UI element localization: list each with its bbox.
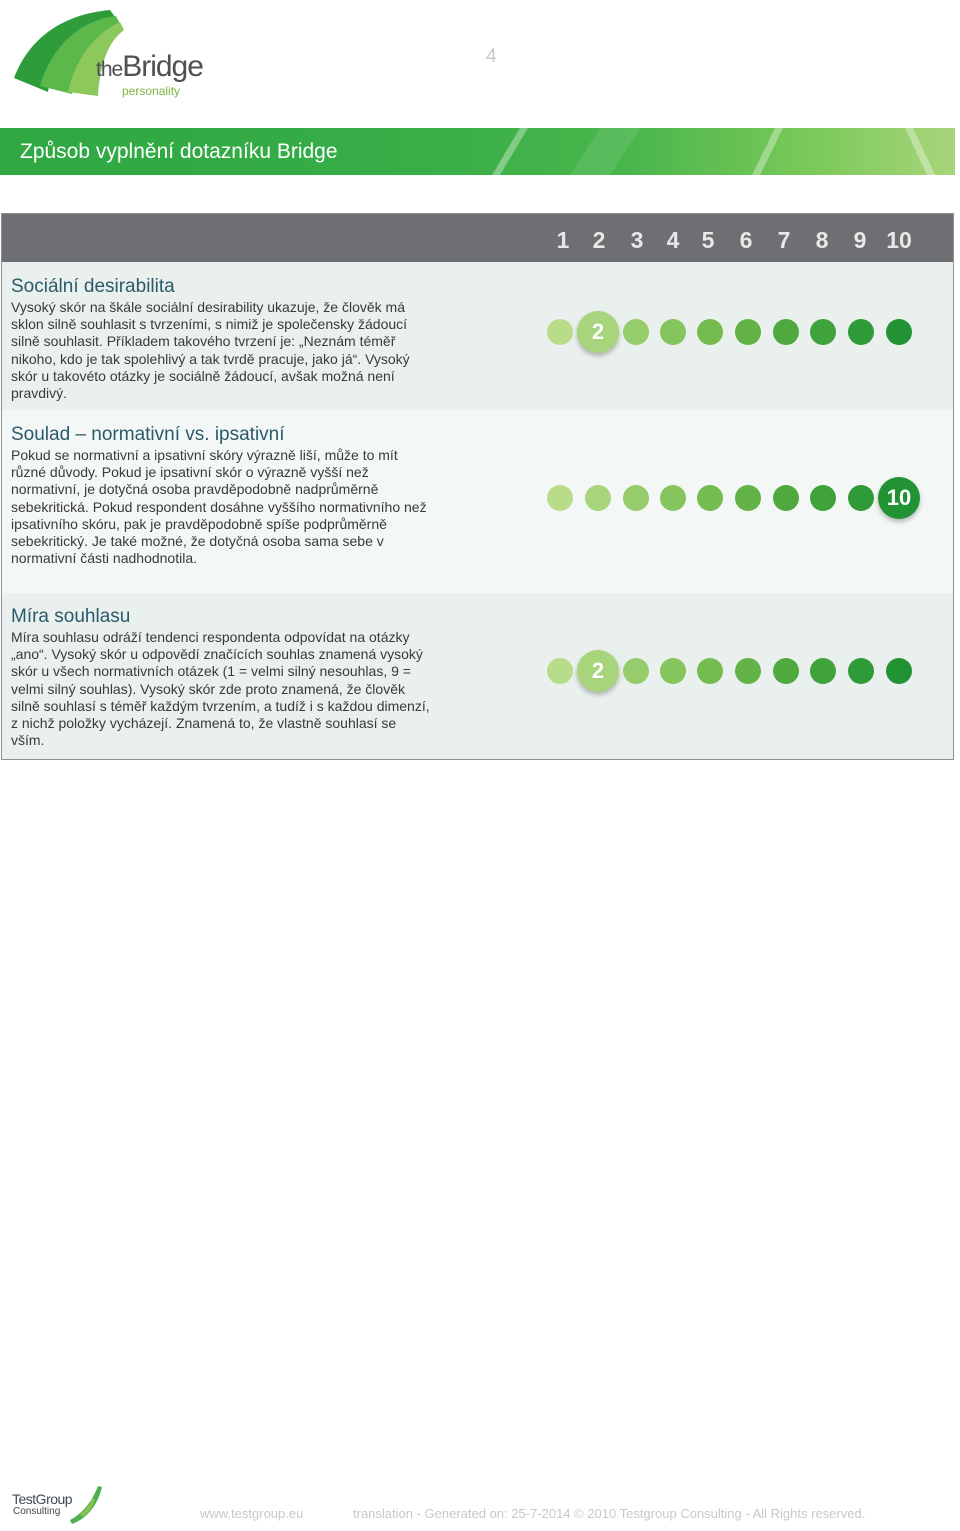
row-title: Soulad – normativní vs. ipsativní: [11, 424, 285, 445]
score-table: [1, 213, 954, 760]
score-dot: [697, 485, 723, 511]
row-description: Míra souhlasu odráží tendenci respondenta odpovídat na otázky „ano“. Vysoký skór u odpovědí značících souhlas znamená vysoký skór u všech normativních otázek (1 = velmi silný nesouhlas, 9 = velmi silný souhlas). Vysoký skór zde proto znamená, že člověk silně souhlasí s téměř každým tvrzením, a tudíž i s každou dimenzí, z nichž položky vycházejí. Znamená to, že vlastně souhlasí se vším.: [11, 629, 430, 749]
score-selected-marker: 2: [577, 650, 619, 692]
score-dot: [547, 485, 573, 511]
page-title: Způsob vyplnění dotazníku Bridge: [20, 140, 338, 163]
score-dot: [773, 658, 799, 684]
score-dot: [697, 319, 723, 345]
score-row-social-desirability: [2, 262, 953, 410]
footer-logo-line2: Consulting: [13, 1506, 61, 1517]
score-dot: [623, 658, 649, 684]
footer-copyright: translation - Generated on: 25-7-2014 © 2010 Testgroup Consulting - All Rights reserved.: [353, 1506, 866, 1521]
score-dot: [810, 319, 836, 345]
score-scale: [2, 262, 953, 410]
footer-logo-line1: TestGroup: [12, 1491, 73, 1507]
bridge-logo: [10, 6, 220, 98]
row-title: Sociální desirabilita: [11, 276, 175, 297]
testgroup-logo: [10, 1484, 105, 1528]
score-dot: [547, 658, 573, 684]
logo-subtitle: personality: [122, 84, 181, 98]
logo-wordmark: theBridge: [96, 50, 203, 83]
score-dot: [848, 485, 874, 511]
score-dot: [810, 485, 836, 511]
score-row-normative-ipsative: [2, 410, 953, 593]
score-row-agreement-rate: [2, 593, 953, 759]
scale-header: [2, 214, 953, 262]
score-dot: [660, 658, 686, 684]
score-dot: [848, 658, 874, 684]
score-dot: [585, 485, 611, 511]
scale-label: 6: [739, 227, 753, 253]
score-scale: [2, 410, 953, 593]
score-dot: [886, 658, 912, 684]
score-dot: [810, 658, 836, 684]
scale-label: 3: [630, 227, 644, 253]
scale-label: 10: [886, 227, 912, 253]
scale-label: 5: [701, 227, 715, 253]
scale-label: 1: [556, 227, 570, 253]
score-scale: [2, 593, 953, 759]
score-dot: [735, 658, 761, 684]
score-dot: [697, 658, 723, 684]
score-selected-marker: 10: [878, 477, 920, 519]
row-description: Pokud se normativní a ipsativní skóry výrazně liší, může to mít různé důvody. Pokud je ipsativní skór o výrazně vyšší než normativní, je dotyčná osoba pravděpodobně nadprůměrně sebekritická. Pokud respondent dosáhne vyššího normativního než ipsativního skóru, pak je pravděpodobně spíše podprůměrně sebekritický. Je také možné, že dotyčná osoba sama sebe v normativní části nadhodnotila.: [11, 447, 427, 567]
scale-label: 4: [666, 227, 680, 253]
row-description: Vysoký skór na škále sociální desirability ukazuje, že člověk má sklon silně souhlasit s tvrzeními, s nimiž je společensky žádoucí silně souhlasit. Příkladem takového tvrzení je: „Neznám téměř nikoho, kdo je tak spolehlivý a tak tvrdě pracuje, jako já“. Vysoký skór u takovéto otázky je sociálně žádoucí, avšak možná není pravdivý.: [11, 299, 410, 402]
score-selected-marker: 2: [577, 311, 619, 353]
scale-label: 2: [592, 227, 606, 253]
score-dot: [660, 319, 686, 345]
score-dot: [547, 319, 573, 345]
footer-url-link[interactable]: www.testgroup.eu: [200, 1506, 304, 1521]
score-dot: [735, 485, 761, 511]
score-dot: [623, 319, 649, 345]
score-dot: [773, 319, 799, 345]
section-banner: [0, 128, 955, 175]
score-dot: [773, 485, 799, 511]
score-dot: [886, 319, 912, 345]
score-dot: [623, 485, 649, 511]
score-dot: [735, 319, 761, 345]
scale-label: 7: [777, 227, 791, 253]
scale-label: 8: [815, 227, 829, 253]
scale-label: 9: [853, 227, 867, 253]
page-number: 4: [486, 46, 497, 67]
row-title: Míra souhlasu: [11, 606, 131, 627]
score-dot: [848, 319, 874, 345]
score-dot: [660, 485, 686, 511]
